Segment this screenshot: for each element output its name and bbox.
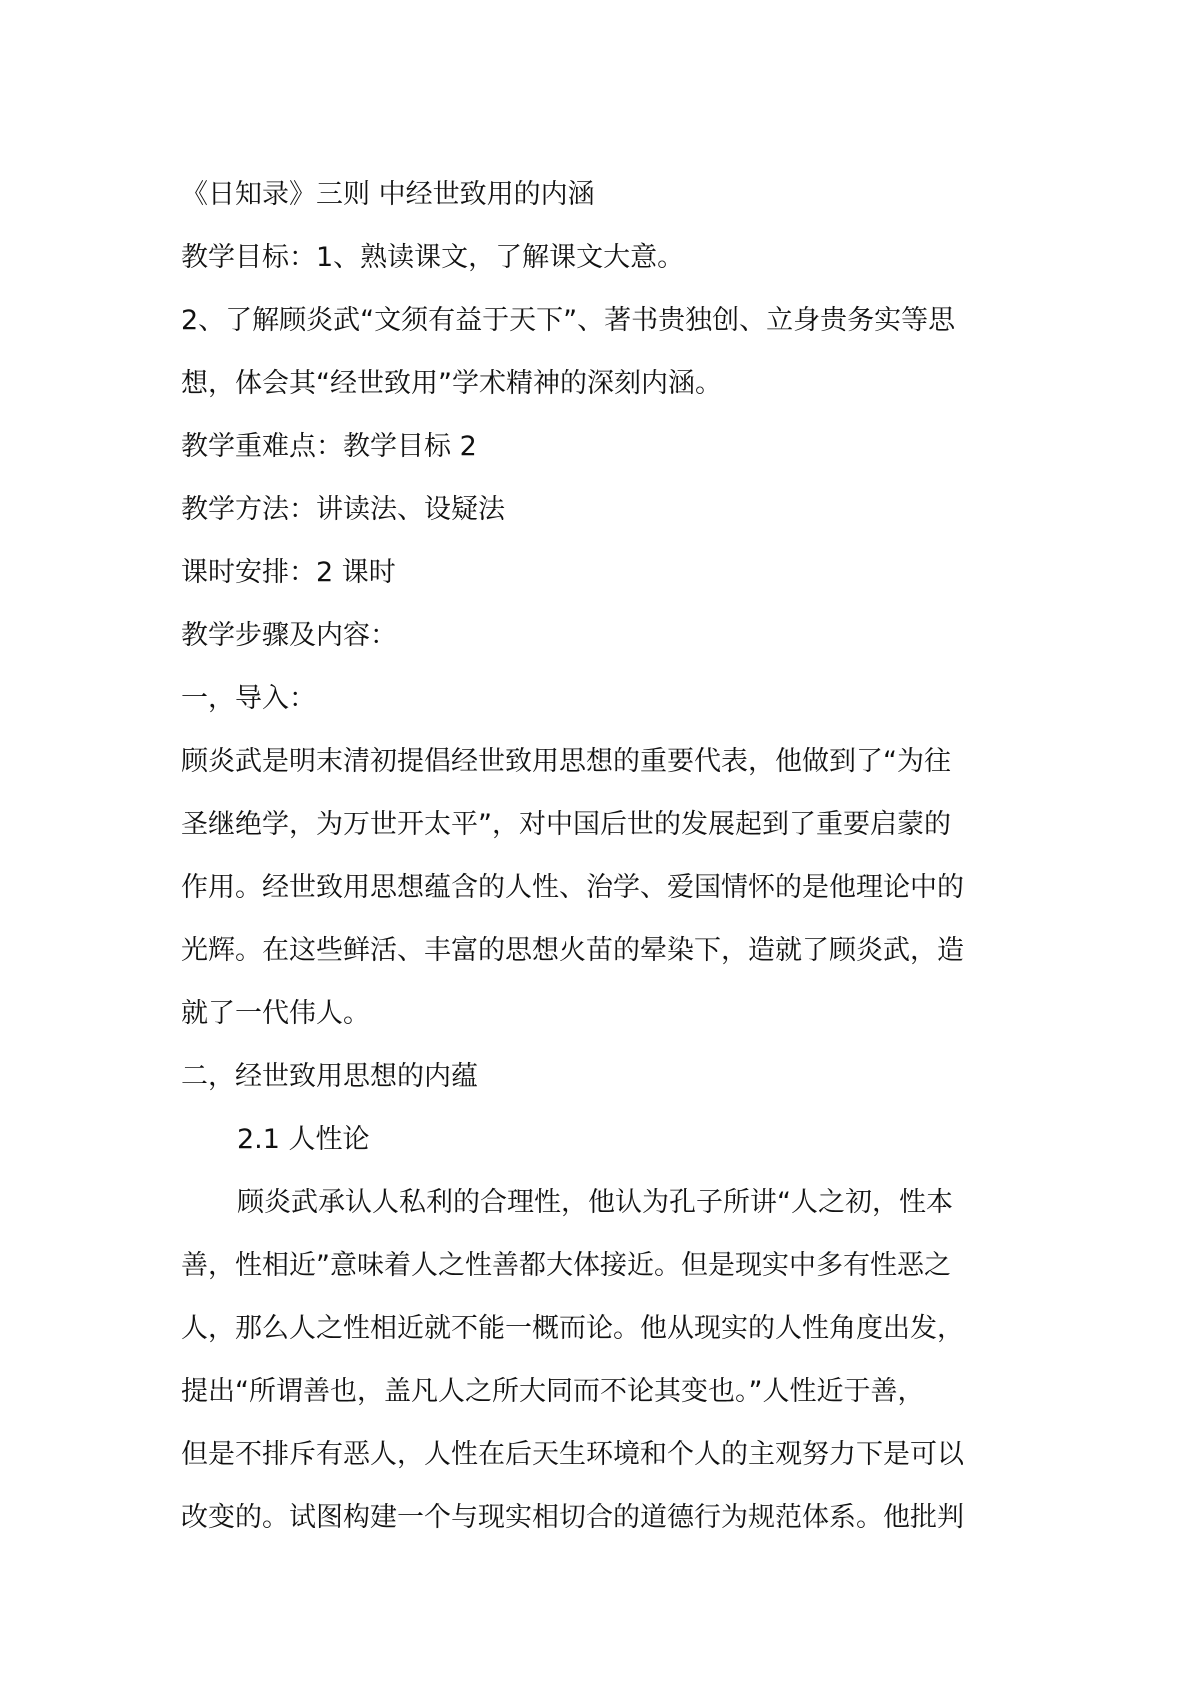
section-2-paragraph-line: 改变的。试图构建一个与现实相切合的道德行为规范体系。他批判: [181, 1502, 964, 1533]
section-2-paragraph-line: 善，性相近”意味着人之性善都大体接近。但是现实中多有性恶之: [181, 1250, 951, 1281]
section-1-paragraph-line: 顾炎武是明末清初提倡经世致用思想的重要代表，他做到了“为往: [181, 746, 951, 777]
section-2-paragraph-line: 人，那么人之性相近就不能一概而论。他从现实的人性角度出发，: [181, 1313, 964, 1344]
document-body: [181, 163, 1011, 1549]
section-2-paragraph-line: 顾炎武承认人私利的合理性，他认为孔子所讲“人之初，性本: [237, 1187, 953, 1218]
section-1-paragraph-line: 作用。经世致用思想蕴含的人性、治学、爱国情怀的是他理论中的: [181, 872, 964, 903]
objective-line-1: 教学目标：1、熟读课文，了解课文大意。: [181, 242, 685, 273]
section-1-paragraph-line: 圣继绝学，为万世开太平”，对中国后世的发展起到了重要启蒙的: [181, 809, 951, 840]
section-2-heading: 二，经世致用思想的内蕴: [181, 1061, 478, 1092]
section-2-paragraph-line: 提出“所谓善也，盖凡人之所大同而不论其变也。”人性近于善，: [181, 1376, 925, 1407]
class-schedule: 课时安排：2 课时: [181, 557, 396, 588]
teaching-methods: 教学方法：讲读法、设疑法: [181, 494, 505, 525]
section-2-paragraph-line: 但是不排斥有恶人，人性在后天生环境和个人的主观努力下是可以: [181, 1439, 964, 1470]
section-1-paragraph-line: 光辉。在这些鲜活、丰富的思想火苗的晕染下，造就了顾炎武，造: [181, 935, 964, 966]
document-title: 《日知录》三则 中经世致用的内涵: [181, 179, 595, 210]
section-1-paragraph-line: 就了一代伟人。: [181, 998, 370, 1029]
objective-line-3: 想，体会其“经世致用”学术精神的深刻内涵。: [181, 368, 722, 399]
section-1-heading: 一，导入：: [181, 683, 316, 714]
objective-line-2: 2、了解顾炎武“文须有益于天下”、著书贵独创、立身贵务实等思: [181, 305, 956, 336]
section-2-subheading: 2.1 人性论: [237, 1124, 370, 1155]
steps-heading: 教学步骤及内容：: [181, 620, 397, 651]
key-points: 教学重难点：教学目标 2: [181, 431, 477, 462]
